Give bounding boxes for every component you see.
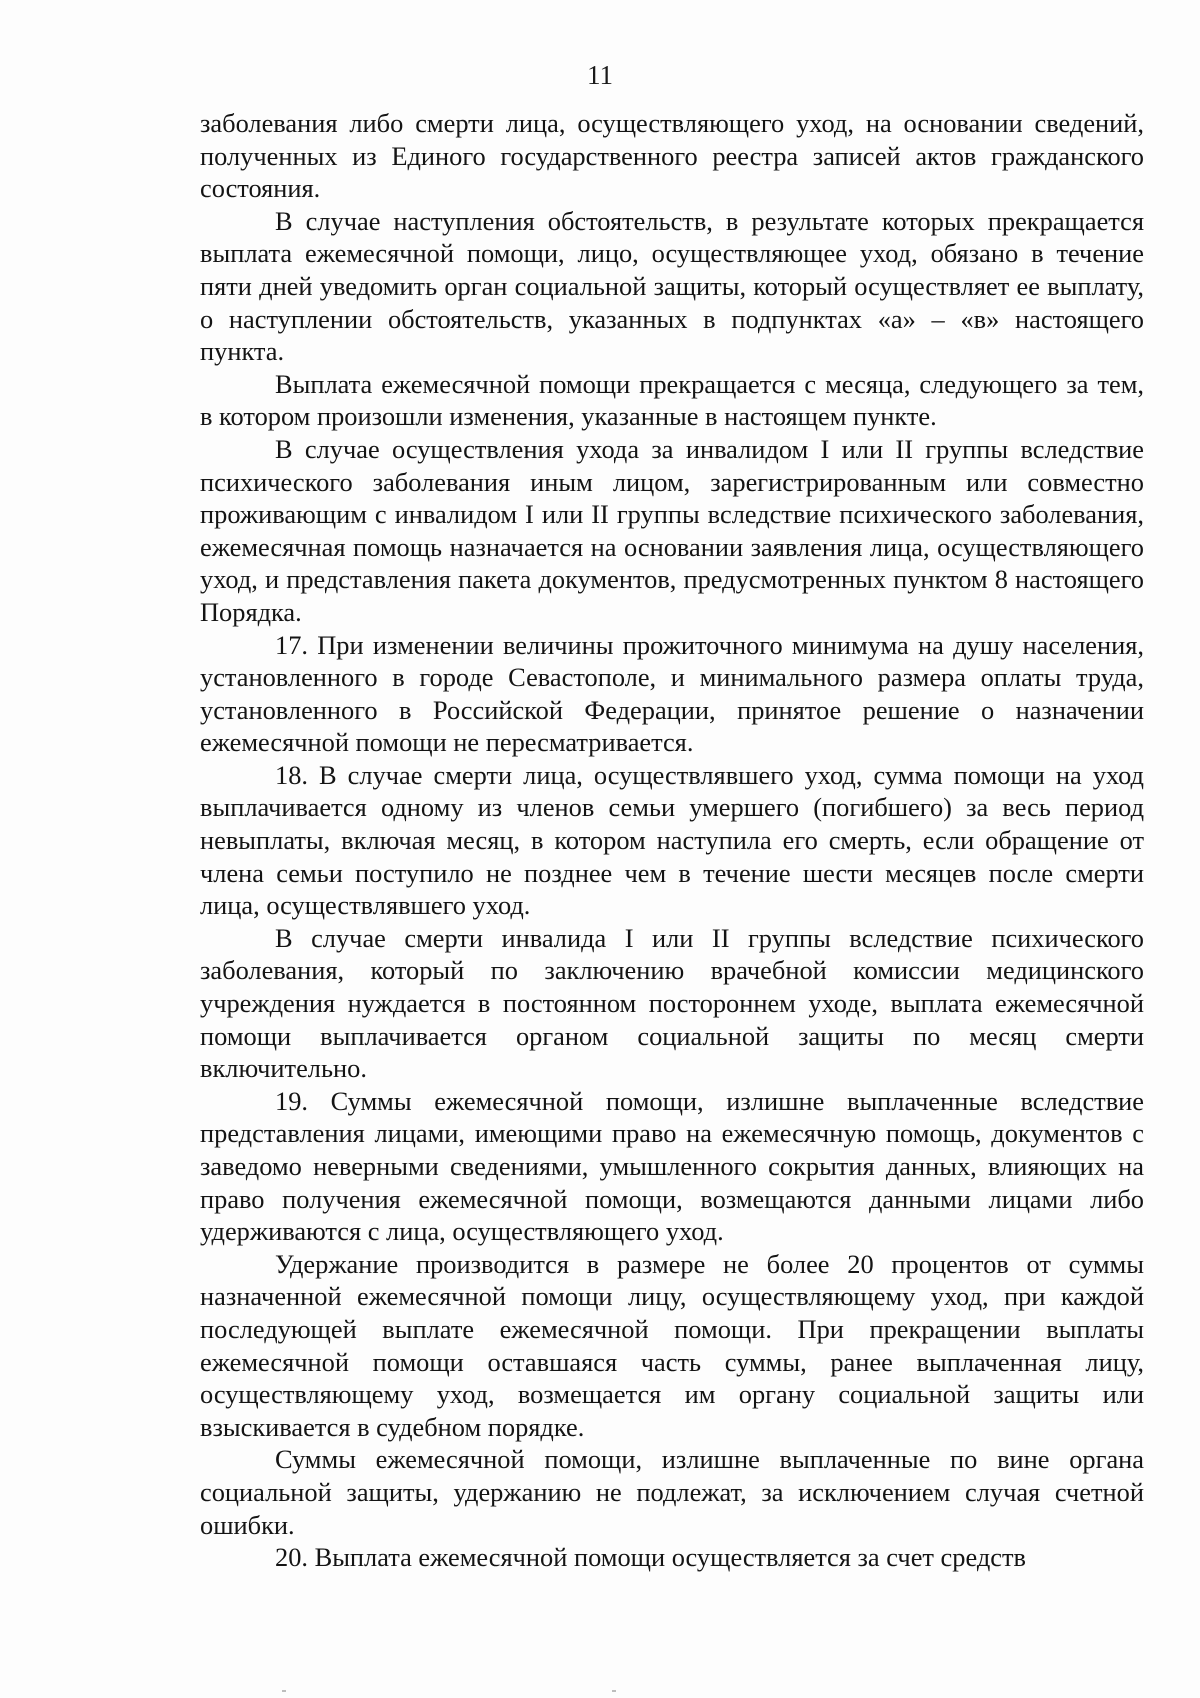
scan-artifact-dot <box>282 1690 286 1692</box>
paragraph: 19. Суммы ежемесячной помощи, излишне выплаченные вследствие представления лицами, имеющими право на ежемесячную помощь, документов с заведомо неверными сведениями, умышленного сокрытия данных, влияющих на право получения ежемесячной помощи, возмещаются данными лицами либо удерживаются с лица, осуществляющего уход. <box>200 1085 1144 1247</box>
paragraph: 18. В случае смерти лица, осуществлявшего уход, сумма помощи на уход выплачивается одному из членов семьи умершего (погибшего) за весь период невыплаты, включая месяц, в котором наступила его смерть, если обращение от члена семьи поступило не позднее чем в течение шести месяцев после смерти лица, осуществлявшего уход. <box>200 759 1144 921</box>
paragraph: Суммы ежемесячной помощи, излишне выплаченные по вине органа социальной защиты, удержанию не подлежат, за исключением случая счетной ошибки. <box>200 1444 1144 1540</box>
paragraph: заболевания либо смерти лица, осуществляющего уход, на основании сведений, полученных из Единого государственного реестра записей актов гражданского состояния. <box>200 108 1144 204</box>
page-number: 11 <box>587 60 613 90</box>
paragraph: Удержание производится в размере не более 20 процентов от суммы назначенной ежемесячной помощи лицу, осуществляющему уход, при каждой последующей выплате ежемесячной помощи. При прекращении выплаты ежемесячной помощи оставшаяся часть суммы, ранее выплаченная лицу, осуществляющему уход, возмещается им органу социальной защиты или взыскивается в судебном порядке. <box>200 1248 1144 1442</box>
document-body <box>200 107 1144 1574</box>
paragraph: В случае наступления обстоятельств, в результате которых прекращается выплата ежемесячной помощи, лицо, осуществляющее уход, обязано в течение пяти дней уведомить орган социальной защиты, который осуществляет ее выплату, о наступлении обстоятельств, указанных в подпунктах «а» – «в» настоящего пункта. <box>200 205 1144 367</box>
scan-artifact-dot <box>612 1690 616 1692</box>
paragraph: В случае смерти инвалида I или II группы вследствие психического заболевания, который по заключению врачебной комиссии медицинского учреждения нуждается в постоянном постороннем уходе, выплата ежемесячной помощи выплачивается органом социальной защиты по месяц смерти включительно. <box>200 922 1144 1084</box>
paragraph: В случае осуществления ухода за инвалидом I или II группы вследствие психического заболевания иным лицом, зарегистрированным или совместно проживающим с инвалидом I или II группы вследствие психического заболевания, ежемесячная помощь назначается на основании заявления лица, осуществляющего уход, и представления пакета документов, предусмотренных пунктом 8 настоящего Порядка. <box>200 433 1144 627</box>
paragraph: 20. Выплата ежемесячной помощи осуществляется за счет средств <box>275 1542 1026 1573</box>
paragraph: 17. При изменении величины прожиточного минимума на душу населения, установленного в городе Севастополе, и минимального размера оплаты труда, установленного в Российской Федерации, принятое решение о назначении ежемесячной помощи не пересматривается. <box>200 629 1144 758</box>
paragraph: Выплата ежемесячной помощи прекращается с месяца, следующего за тем, в котором произошли изменения, указанные в настоящем пункте. <box>200 368 1144 432</box>
